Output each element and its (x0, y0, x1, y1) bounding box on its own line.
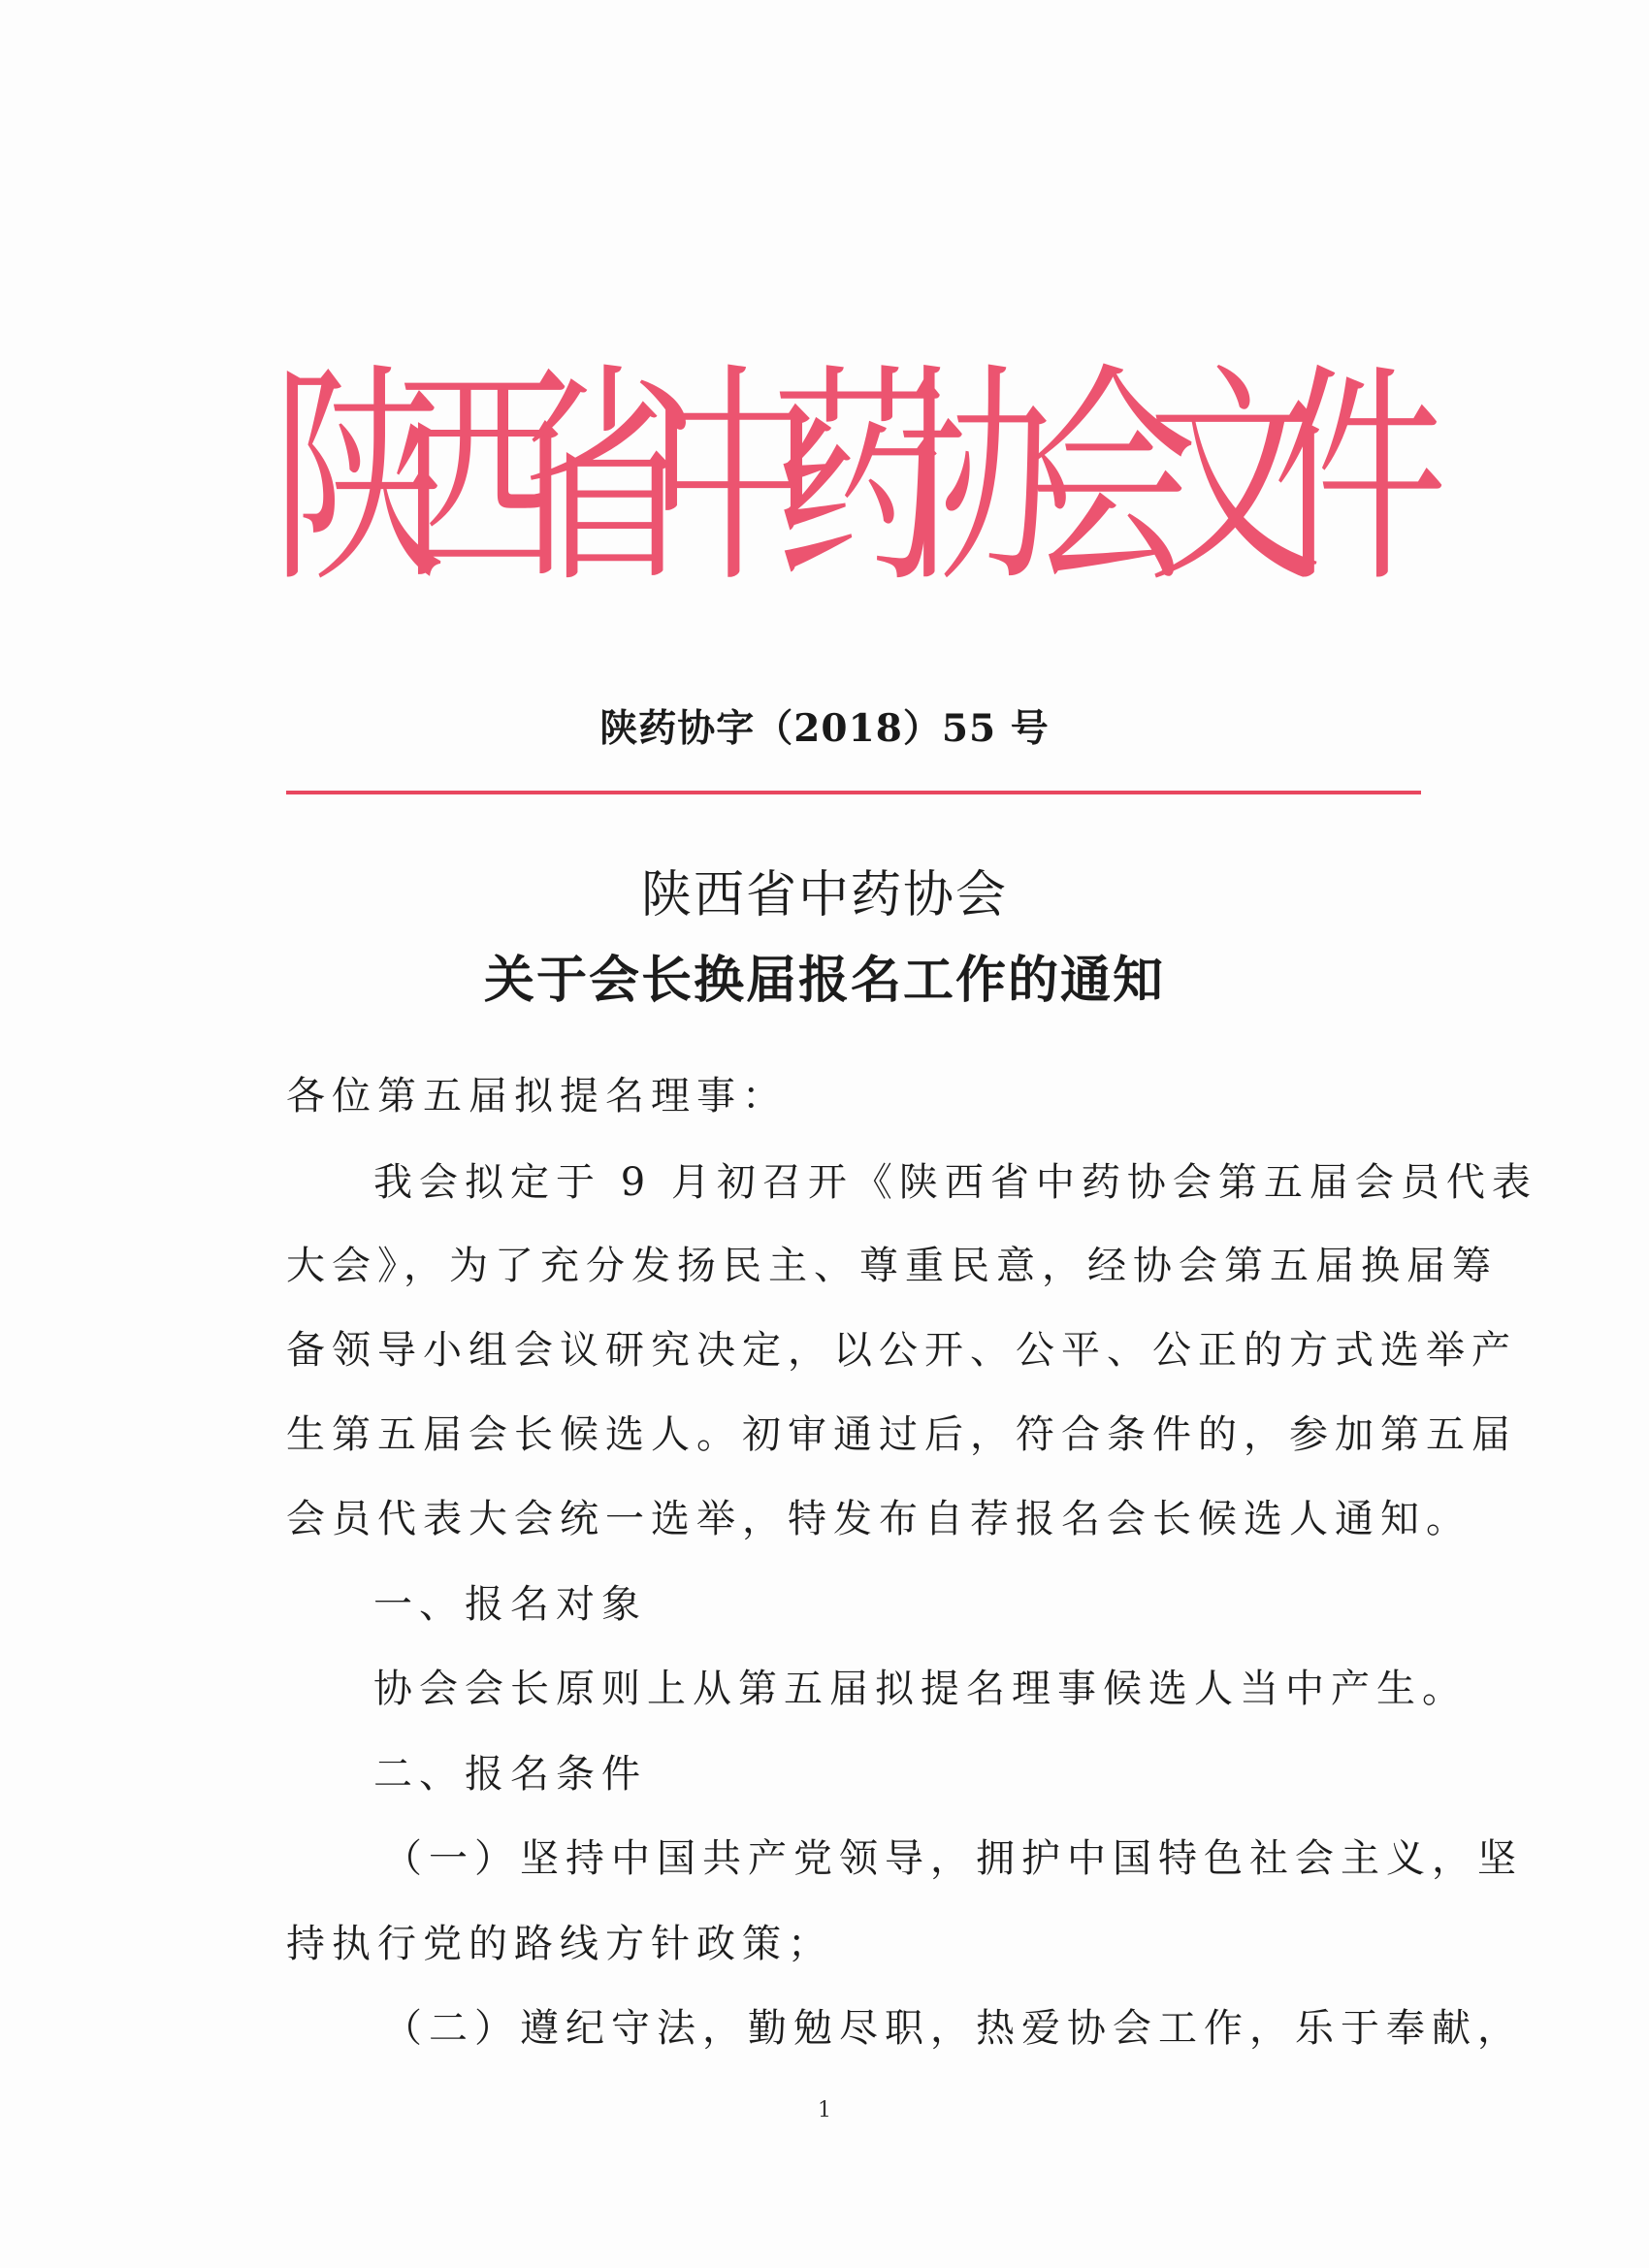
masthead-char: 省 (522, 344, 697, 615)
page-number: 1 (818, 2098, 831, 2122)
masthead-char: 件 (1273, 344, 1448, 615)
condition-line: （一）坚持中国共产党领导，拥护中国特色社会主义，坚 (383, 1836, 1523, 1881)
condition-line: 持执行党的路线方针政策； (286, 1922, 833, 1966)
section-heading-registration-target: 一、报名对象 (373, 1582, 647, 1627)
paragraph-line: 我会拟定于 9 月初召开《陕西省中药协会第五届会员代表 (373, 1160, 1537, 1205)
masthead-char: 文 (1148, 344, 1323, 615)
masthead-title (272, 287, 1448, 674)
paragraph-line: 大会》，为了充分发扬民主、尊重民意，经协会第五届换届筹 (286, 1244, 1498, 1288)
condition-line: （二）遵纪守法，勤勉尽职，热爱协会工作，乐于奉献， (383, 2006, 1523, 2051)
salutation: 各位第五届拟提名理事： (286, 1074, 788, 1118)
notice-title-line-2: 关于会长换届报名工作的通知 (483, 952, 1165, 1010)
notice-title-line-1: 陕西省中药协会 (640, 866, 1008, 924)
red-divider-line (286, 791, 1421, 794)
masthead-char: 陕 (272, 344, 447, 615)
paragraph-line: 协会会长原则上从第五届拟提名理事候选人当中产生。 (373, 1667, 1468, 1711)
masthead-char: 中 (647, 344, 823, 615)
paragraph-line: 会员代表大会统一选举，特发布自荐报名会长候选人通知。 (286, 1497, 1471, 1541)
masthead-char: 药 (772, 344, 948, 615)
document-number: 陕药协字（2018）55 号 (599, 706, 1050, 751)
masthead-char: 协 (897, 344, 1073, 615)
paragraph-line: 备领导小组会议研究决定，以公开、公平、公正的方式选举产 (286, 1328, 1517, 1373)
section-heading-registration-conditions: 二、报名条件 (373, 1752, 647, 1797)
masthead-char: 会 (1022, 344, 1198, 615)
masthead-char: 西 (397, 344, 572, 615)
paragraph-line: 生第五届会长候选人。初审通过后，符合条件的，参加第五届 (286, 1412, 1517, 1457)
